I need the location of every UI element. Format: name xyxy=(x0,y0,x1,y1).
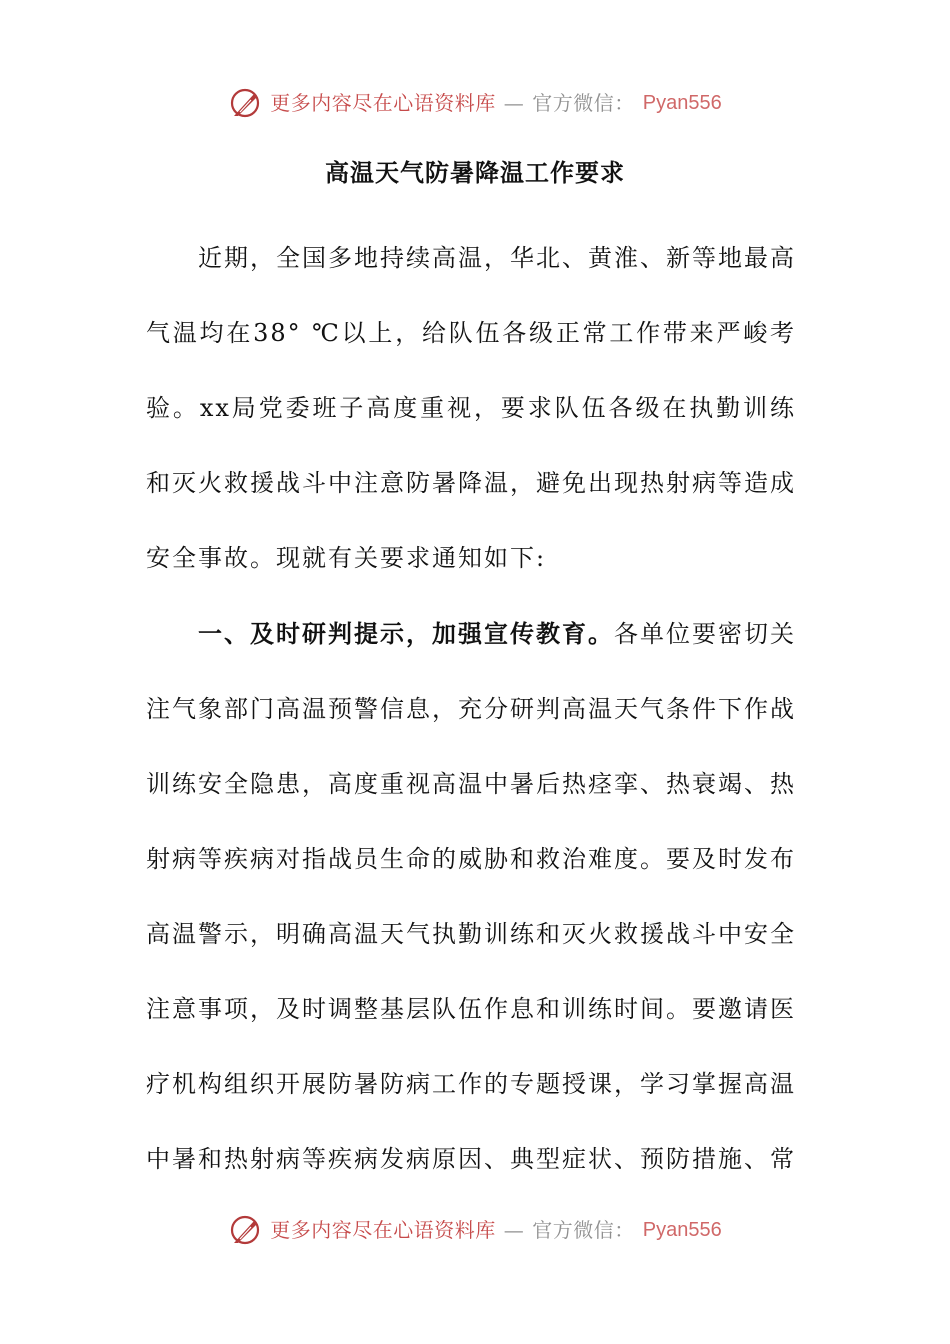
watermark-wechat-id: Pyan556 xyxy=(642,1219,722,1241)
document-body xyxy=(146,220,796,1197)
paragraph-intro xyxy=(146,220,796,596)
section-1-text: 各单位要密切关注气象部门高温预警信息，充分研判高温天气条件下作战训练安全隐患，高度重视高温中暑后热痉挛、热衰竭、热射病等疾病对指战员生命的威胁和救治难度。要及时发布高温警示，明确高温天气执勤训练和灭火救援战斗中安全注意事项，及时调整基层队伍作息和训练时间。要邀请医疗机构组织开展防暑防病工作的专题授课，学习掌握高温中暑和热射病等疾病发病原因、典型症状、预防措施、常 xyxy=(146,620,796,1173)
watermark-main-text: 更多内容尽在心语资料库 xyxy=(270,91,496,115)
footer-watermark xyxy=(0,1213,950,1247)
quill-logo-icon xyxy=(228,86,262,120)
watermark-main-text: 更多内容尽在心语资料库 xyxy=(270,1218,496,1242)
section-1-heading: 一、及时研判提示，加强宣传教育。 xyxy=(198,619,614,648)
quill-logo-icon xyxy=(228,1213,262,1247)
document-title: 高温天气防暑降温工作要求 xyxy=(325,158,625,187)
paragraph-section-1 xyxy=(146,596,796,1197)
watermark-dash: — xyxy=(503,91,525,115)
watermark-label: 官方微信： xyxy=(532,91,635,115)
header-watermark xyxy=(0,86,950,120)
watermark-dash: — xyxy=(503,1218,525,1242)
watermark-wechat-id: Pyan556 xyxy=(642,92,722,114)
paragraph-intro-text: 近期，全国多地持续高温，华北、黄淮、新等地最高气温均在38° ℃以上，给队伍各级正常工作带来严峻考验。xx局党委班子高度重视，要求队伍各级在执勤训练和灭火救援战斗中注意防暑降温，避免出现热射病等造成安全事故。现就有关要求通知如下: xyxy=(146,244,796,572)
watermark-label: 官方微信： xyxy=(532,1218,635,1242)
